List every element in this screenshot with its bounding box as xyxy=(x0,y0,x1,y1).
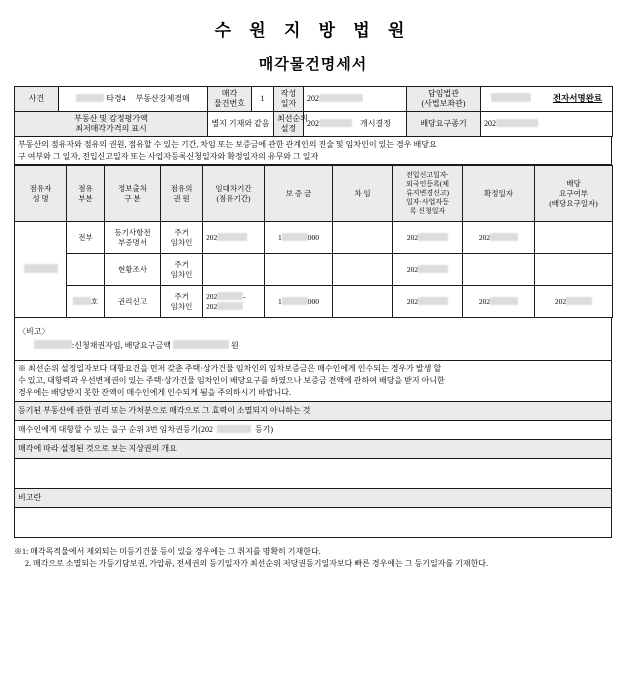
statement-row xyxy=(15,137,612,165)
col-move-in-date xyxy=(393,166,463,222)
col-occupant-name-l1: 점유자 xyxy=(29,183,52,193)
item-number-label xyxy=(208,87,252,112)
court-name: 수 원 지 방 법 원 xyxy=(214,21,412,40)
cell-deposit-suffix: 000 xyxy=(307,232,319,242)
cell-deposit-prefix: 1 xyxy=(278,232,282,242)
cell-distribution-request xyxy=(535,286,613,318)
cell-occupancy-right-l1: 주거 xyxy=(174,228,189,238)
warning-line-3: 경우에는 배당받지 못한 잔액이 매수인에게 인수되게 됨을 주의하시기 바랍니다. xyxy=(18,387,292,397)
col-distribution-request xyxy=(535,166,613,222)
occupant-header-row xyxy=(15,166,613,222)
distribution-deadline-text: 202 xyxy=(484,118,496,128)
registered-rights-body xyxy=(15,420,612,439)
cell-deposit xyxy=(265,254,333,286)
cell-lease-period xyxy=(203,222,265,254)
redaction-fixed-date-3 xyxy=(490,297,518,305)
priority-label-line1: 최선순위 xyxy=(277,114,308,123)
redaction-deposit-3 xyxy=(282,297,308,305)
warning-cell xyxy=(15,360,612,401)
notes-table xyxy=(14,318,612,538)
cell-info-source: 현황조사 xyxy=(105,254,161,286)
appraisal-label-line1: 부동산 및 감정평가액 xyxy=(74,114,148,123)
created-date-value xyxy=(304,87,407,112)
bigo-header-row xyxy=(15,488,612,507)
judge-label xyxy=(407,87,481,112)
priority-decision: 개시결정 xyxy=(360,118,391,128)
header-row-appraisal xyxy=(15,112,613,137)
cell-distribution-request xyxy=(535,254,613,286)
redaction-occupied-part-3 xyxy=(73,297,91,305)
statement-line-1: 부동산의 점유자와 점유의 권원, 점유할 수 있는 기간, 차임 또는 보증금에 관한 관계인의 진술 및 임차인이 있는 경우 배당요 xyxy=(18,140,437,149)
cell-move-in-date-text: 202 xyxy=(406,232,419,242)
registered-rights-header: 등기된 부동산에 관한 권리 또는 가처분으로 매각으로 그 효력이 소멸되지 아니하는 것 xyxy=(15,401,612,420)
cell-info-source: 권리신고 xyxy=(105,286,161,318)
priority-date-prefix: 202 xyxy=(307,118,319,128)
cell-occupancy-right xyxy=(161,254,203,286)
cell-lease-dash: - xyxy=(243,292,246,302)
col-lease-period xyxy=(203,166,265,222)
cell-occupancy-right-l1: 주거 xyxy=(174,260,189,270)
col-deposit: 보 증 금 xyxy=(265,166,333,222)
cell-info-source-l1: 등기사항전 xyxy=(114,228,151,238)
redaction-occupant-name xyxy=(24,264,58,273)
redaction-lease-end xyxy=(217,302,243,310)
cell-lease-period-l2: 202 xyxy=(206,301,218,311)
bigo-header: 비고란 xyxy=(15,488,612,507)
remarks-row xyxy=(15,318,612,360)
bigo-body xyxy=(15,507,612,537)
col-distribution-request-l3: (배당요구일자) xyxy=(549,198,598,208)
redaction-deposit-1 xyxy=(282,233,308,241)
cell-fixed-date-text: 202 xyxy=(478,296,491,306)
case-label: 사건 xyxy=(15,87,59,112)
surface-right-body-row xyxy=(15,458,612,488)
redaction-remarks-name xyxy=(34,340,72,349)
document-title: 매각물건명세서 xyxy=(258,57,368,73)
col-occupied-part xyxy=(67,166,105,222)
cell-deposit-prefix: 1 xyxy=(278,296,282,306)
cell-deposit-suffix: 000 xyxy=(307,296,319,306)
surface-right-header: 매각에 따라 설정된 것으로 보는 지상권의 개요 xyxy=(15,439,612,458)
col-occupant-name-l2: 성 명 xyxy=(32,193,49,203)
col-occupancy-right-l1: 점유의 xyxy=(170,183,193,193)
cell-occupancy-right-l2: 임차인 xyxy=(170,237,193,247)
remarks-label: 〈비고〉 xyxy=(18,326,50,336)
redaction-move-in-2 xyxy=(418,265,448,273)
distribution-deadline-label: 배당요구종기 xyxy=(407,112,481,137)
registered-rights-body-row xyxy=(15,420,612,439)
surface-right-body xyxy=(15,458,612,488)
cell-rent xyxy=(333,286,393,318)
col-move-in-date-l4: 일자·사업자등 xyxy=(406,198,449,207)
footnote-1: ※1: 매각목적물에서 제외되는 미등기건물 등이 있을 경우에는 그 취지를 명확히 기재한다. xyxy=(14,546,321,556)
col-lease-period-l1: 임대차기간 xyxy=(215,183,252,193)
col-occupancy-right-l2: 권 원 xyxy=(173,193,190,203)
cell-move-in-date-text: 202 xyxy=(406,264,419,274)
redaction-judge-name xyxy=(491,93,531,102)
col-lease-period-l2: (점유기간) xyxy=(216,193,251,203)
cell-occupied-part: 전부 xyxy=(67,222,105,254)
cell-info-source xyxy=(105,222,161,254)
redaction-case-year xyxy=(76,94,104,102)
redaction-lease-period-1 xyxy=(217,233,247,241)
header-row-case xyxy=(15,87,613,112)
registered-rights-header-row xyxy=(15,401,612,420)
redaction-priority-date xyxy=(319,119,352,127)
table-row xyxy=(15,286,613,318)
cell-move-in-date-text: 202 xyxy=(406,296,419,306)
remarks-body xyxy=(18,340,608,352)
cell-occupancy-right-l2: 임차인 xyxy=(170,269,193,279)
appraisal-value: 별지 기재와 같음 xyxy=(208,112,274,137)
cell-fixed-date xyxy=(463,254,535,286)
cell-occupancy-right xyxy=(161,286,203,318)
cell-lease-period xyxy=(203,254,265,286)
cell-occupancy-right-l1: 주거 xyxy=(174,292,189,302)
electronic-signature-label: 전자서명완료 xyxy=(552,93,603,104)
item-number-label-line1: 매각 xyxy=(221,89,238,98)
cell-fixed-date xyxy=(463,222,535,254)
appraisal-label xyxy=(15,112,208,137)
remarks-text-after: 원 xyxy=(230,340,239,350)
created-date-text: 202 xyxy=(307,93,319,103)
table-row xyxy=(15,222,613,254)
statement-cell xyxy=(15,137,612,165)
item-number-label-line2: 물건번호 xyxy=(214,99,245,108)
col-rent: 차 임 xyxy=(333,166,393,222)
bigo-body-row xyxy=(15,507,612,537)
cell-distribution-request xyxy=(535,222,613,254)
redaction-remarks-amount xyxy=(173,340,229,349)
case-number-suffix: 타경4 xyxy=(106,93,126,103)
col-distribution-request-l2: 요구여부 xyxy=(559,188,588,198)
cell-occupied-part xyxy=(67,254,105,286)
col-occupied-part-l1: 점유 xyxy=(78,183,93,193)
priority-label-line2: 설정 xyxy=(280,124,297,133)
cell-lease-period xyxy=(203,286,265,318)
cell-occupancy-right-l2: 임차인 xyxy=(170,301,193,311)
remarks-cell xyxy=(15,318,612,360)
redaction-distribution-deadline xyxy=(496,119,538,127)
registered-rights-text-before: 매수인에게 대항할 수 있는 을구 순위 3번 임차권등기(202 xyxy=(18,424,213,434)
redaction-fixed-date-1 xyxy=(490,233,518,241)
judge-label-line1: 담임법관 xyxy=(428,89,459,98)
priority-label xyxy=(274,112,308,137)
redaction-move-in-3 xyxy=(418,297,448,305)
cell-occupancy-right xyxy=(161,222,203,254)
statement-line-2: 구 여부와 그 일자, 전입신고일자 또는 사업자등록신청일자와 확정일자의 유무와 그 일자 xyxy=(18,151,319,161)
cell-deposit xyxy=(265,222,333,254)
statement-table xyxy=(14,137,612,165)
redaction-lease-start xyxy=(217,292,243,300)
redaction-created-date xyxy=(319,94,363,102)
table-row xyxy=(15,254,613,286)
cell-fixed-date xyxy=(463,286,535,318)
redaction-distribution-3 xyxy=(566,297,592,305)
judge-value xyxy=(481,87,613,112)
footnote-2: 2. 매각으로 소멸되는 가등기담보권, 가압류, 전세권의 등기일자가 최선순위 저당권등기일자보다 빠른 경우에는 그 등기일자를 기재한다. xyxy=(25,559,489,569)
cell-move-in-date xyxy=(393,222,463,254)
cell-lease-period-text: 202 xyxy=(206,232,218,242)
occupant-table xyxy=(14,165,613,318)
warning-row xyxy=(15,360,612,401)
col-fixed-date: 확정일자 xyxy=(463,166,535,222)
cell-occupant-name xyxy=(15,222,67,318)
col-occupied-part-l2: 부분 xyxy=(78,193,93,203)
redaction-registration-date xyxy=(217,425,251,433)
footnotes xyxy=(14,546,612,572)
col-move-in-date-l2: 외국인등록(체 xyxy=(406,180,449,189)
distribution-deadline-value xyxy=(481,112,613,137)
cell-move-in-date xyxy=(393,254,463,286)
remarks-text-before: :신청채권자임, 배당요구금액 xyxy=(72,340,171,350)
surface-right-header-row xyxy=(15,439,612,458)
created-date-label-line2: 일자 xyxy=(280,99,297,108)
cell-move-in-date xyxy=(393,286,463,318)
appraisal-label-line2: 최저매각가격의 표시 xyxy=(75,124,147,133)
cell-rent xyxy=(333,254,393,286)
priority-value xyxy=(304,112,407,137)
col-move-in-date-l5: 록 신청일자 xyxy=(409,207,446,216)
col-occupancy-right xyxy=(161,166,203,222)
col-occupant-name xyxy=(15,166,67,222)
col-info-source xyxy=(105,166,161,222)
item-number-value: 1 xyxy=(252,87,274,112)
cell-occupied-part xyxy=(67,286,105,318)
cell-deposit xyxy=(265,286,333,318)
case-value xyxy=(59,87,208,112)
cell-rent xyxy=(333,222,393,254)
col-info-source-l1: 정보출처 xyxy=(118,183,147,193)
col-move-in-date-l3: 류지변경신고) xyxy=(406,189,449,198)
warning-line-1: ※ 최선순위 설정일자보다 대항요건을 먼저 갖춘 주택·상가건물 임차인의 임차보증금은 매수인에게 인수되는 경우가 발생 할 xyxy=(18,363,442,373)
cell-info-source-l2: 부증명서 xyxy=(118,237,147,247)
created-date-label xyxy=(274,87,304,112)
warning-line-2: 수 있고, 대항력과 우선변제권이 있는 주택·상가건물 임차인이 배당요구를 하였으나 보증금 전액에 관하여 배당을 받지 아니한 xyxy=(18,375,445,385)
judge-label-line2: (사법보좌관) xyxy=(421,99,466,108)
created-date-label-line1: 작성 xyxy=(280,89,297,98)
col-distribution-request-l1: 배당 xyxy=(566,179,581,189)
col-info-source-l2: 구 분 xyxy=(124,193,141,203)
cell-occupied-part-suffix: 호 xyxy=(90,296,99,306)
registered-rights-text-after: 등기) xyxy=(254,424,274,434)
case-type: 부동산강제경매 xyxy=(135,93,190,103)
cell-fixed-date-text: 202 xyxy=(478,232,491,242)
col-move-in-date-l1: 전입신고일자· xyxy=(406,171,449,180)
redaction-move-in-1 xyxy=(418,233,448,241)
header-table xyxy=(14,86,613,137)
cell-lease-period-l1: 202 xyxy=(206,292,218,302)
cell-distribution-request-text: 202 xyxy=(554,296,567,306)
